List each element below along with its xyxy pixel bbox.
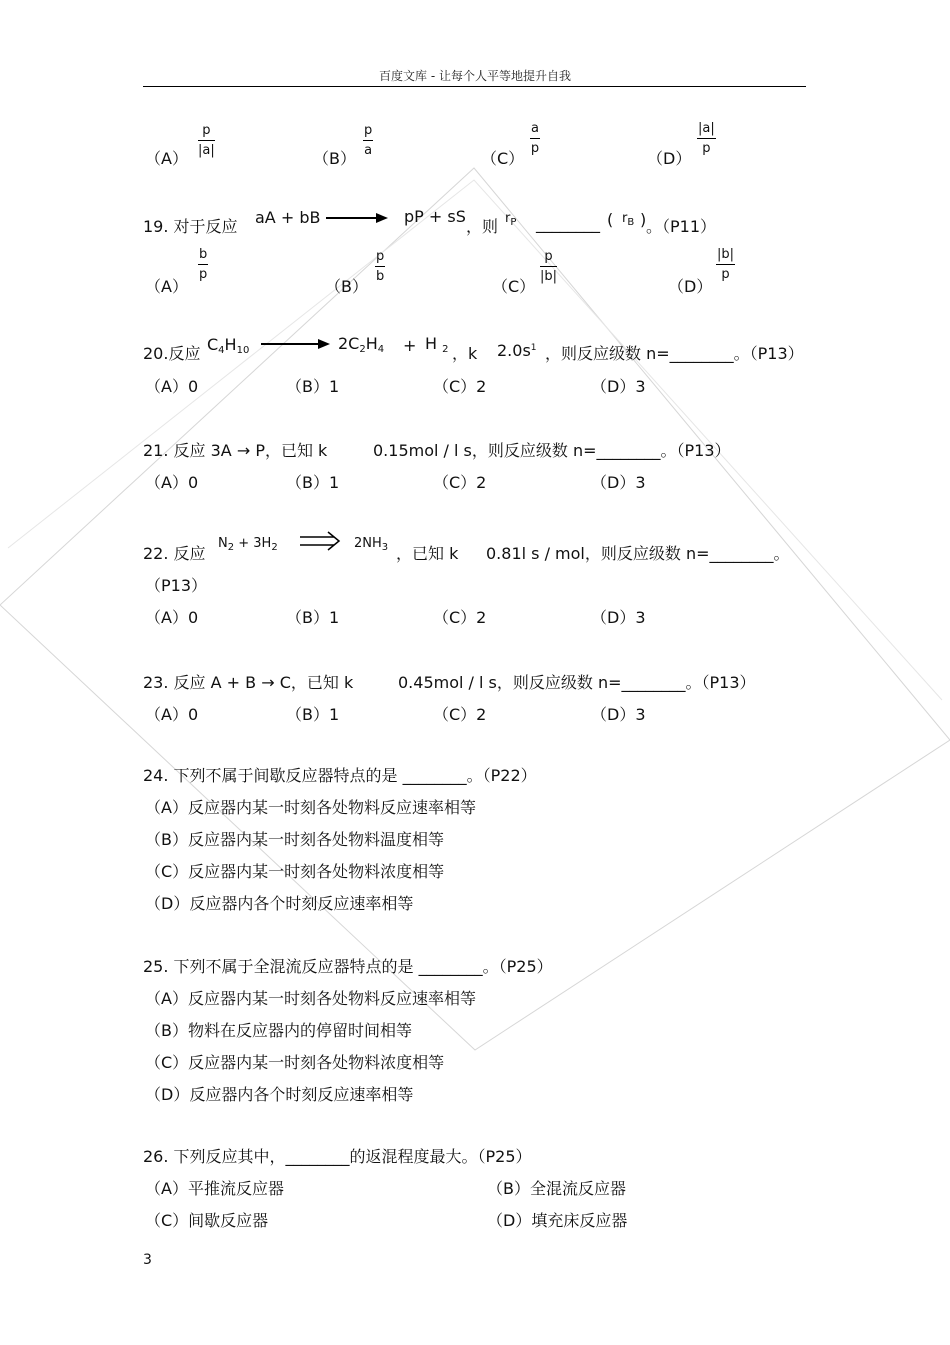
q25-option-b: （B）物料在反应器内的停留时间相等 <box>145 1021 412 1040</box>
q19-reactants: aA + bB <box>255 208 321 227</box>
q20-plus: + <box>403 336 417 355</box>
q19-blank: ________ <box>536 214 600 233</box>
q20-option-c: （C）2 <box>433 377 487 396</box>
q20-option-d: （D）3 <box>591 377 646 396</box>
page-number: 3 <box>143 1252 152 1268</box>
q20-product-1: $2C_2H_4$ <box>338 334 385 355</box>
q19-option-b-label: （B） <box>325 277 368 296</box>
q22-page-ref: （P13） <box>145 576 208 595</box>
q20-prefix: 20.反应 <box>143 344 201 363</box>
q20-option-a: （A）0 <box>145 377 199 396</box>
q26-option-c: （C）间歇反应器 <box>145 1211 269 1230</box>
q20-arrow-head <box>318 339 330 349</box>
q24-option-d: （D）反应器内各个时刻反应速率相等 <box>145 894 414 913</box>
q25-text: 25. 下列不属于全混流反应器特点的是 ________。（P25） <box>143 957 553 976</box>
q25-option-d: （D）反应器内各个时刻反应速率相等 <box>145 1085 414 1104</box>
q24-option-b: （B）反应器内某一时刻各处物料温度相等 <box>145 830 444 849</box>
q23-text: 23. 反应 A + B → C，已知 k <box>143 673 354 692</box>
q22-double-arrow <box>298 530 342 552</box>
q20-reaction-arrow <box>261 343 319 345</box>
q18-option-c-label: （C） <box>481 149 525 168</box>
q20-rest: ，则反应级数 n=________。（P13） <box>545 344 804 363</box>
q22-k-text: ，已知 k <box>396 544 459 563</box>
q24-option-c: （C）反应器内某一时刻各处物料浓度相等 <box>145 862 445 881</box>
q19-end: 。（P11） <box>646 217 717 236</box>
q19-prefix: 19. 对于反应 <box>143 217 238 236</box>
q25-option-c: （C）反应器内某一时刻各处物料浓度相等 <box>145 1053 445 1072</box>
q21-option-d: （D）3 <box>591 473 646 492</box>
q26-option-b: （B）全混流反应器 <box>487 1179 626 1198</box>
q18-option-b-label: （B） <box>313 149 356 168</box>
header-rule <box>143 86 806 87</box>
q21-option-a: （A）0 <box>145 473 199 492</box>
q22-product: $2NH_3$ <box>354 536 389 553</box>
q18-option-d-fraction: |a| p <box>698 121 715 156</box>
q21-option-c: （C）2 <box>433 473 487 492</box>
q19-option-d-fraction: |b| p <box>717 247 735 282</box>
q23-option-a: （A）0 <box>145 705 199 724</box>
q20-reactant-formula: $C_4H_{10}$ <box>207 335 250 356</box>
q23-option-b: （B）1 <box>286 705 340 724</box>
q22-k-value: 0.81l s / mol，则反应级数 n=________。 <box>486 544 790 563</box>
q20-option-b: （B）1 <box>286 377 340 396</box>
q24-option-a: （A）反应器内某一时刻各处物料反应速率相等 <box>145 798 476 817</box>
q19-reaction-arrow <box>326 217 378 219</box>
q19-paren-open: ( <box>607 210 614 229</box>
q26-text: 26. 下列反应其中，________的返混程度最大。（P25） <box>143 1147 532 1166</box>
q19-option-c-label: （C） <box>492 277 536 296</box>
q21-option-b: （B）1 <box>286 473 340 492</box>
q22-option-a: （A）0 <box>145 608 199 627</box>
q19-paren-close: ) <box>640 210 647 229</box>
q22-prefix: 22. 反应 <box>143 544 206 563</box>
q22-reactants: $N_2 + 3H_2$ <box>218 536 278 553</box>
q25-option-a: （A）反应器内某一时刻各处物料反应速率相等 <box>145 989 476 1008</box>
q19-products: pP + sS <box>404 207 466 226</box>
q18-option-a-fraction: p |a| <box>198 123 215 158</box>
q22-option-d: （D）3 <box>591 608 646 627</box>
q19-rate-p: $r_P$ <box>505 211 517 228</box>
q23-option-c: （C）2 <box>433 705 487 724</box>
q20-k-text: ，k <box>452 344 478 363</box>
q19-rate-b: $r_B$ <box>622 211 635 228</box>
q19-option-b-fraction: p b <box>376 249 385 284</box>
q23-k-value: 0.45mol / l s，则反应级数 n=________。（P13） <box>398 673 756 692</box>
q20-product-2: H $_2$ <box>425 334 449 355</box>
q22-option-b: （B）1 <box>286 608 340 627</box>
q19-option-c-fraction: p |b| <box>540 249 558 284</box>
q26-option-d: （D）填充床反应器 <box>487 1211 628 1230</box>
q19-then: ，则 <box>466 217 499 236</box>
q21-k-value: 0.15mol / l s，则反应级数 n=________。（P13） <box>373 441 731 460</box>
q18-option-b-fraction: p a <box>364 123 373 158</box>
q19-arrow-head <box>376 213 388 223</box>
q26-option-a: （A）平推流反应器 <box>145 1179 284 1198</box>
q24-text: 24. 下列不属于间歇反应器特点的是 ________。（P22） <box>143 766 537 785</box>
q22-option-c: （C）2 <box>433 608 487 627</box>
q19-option-d-label: （D） <box>668 277 713 296</box>
q18-option-d-label: （D） <box>647 149 692 168</box>
q21-text: 21. 反应 3A → P，已知 k <box>143 441 328 460</box>
q18-option-a-label: （A） <box>145 149 188 168</box>
q18-option-c-fraction: a p <box>530 121 540 156</box>
q19-option-a-fraction: b p <box>199 247 208 282</box>
q20-k-value: $2.0s^1$ <box>497 341 537 360</box>
q19-option-a-label: （A） <box>145 277 188 296</box>
page-header-title: 百度文库 - 让每个人平等地提升自我 <box>379 69 571 83</box>
q23-option-d: （D）3 <box>591 705 646 724</box>
